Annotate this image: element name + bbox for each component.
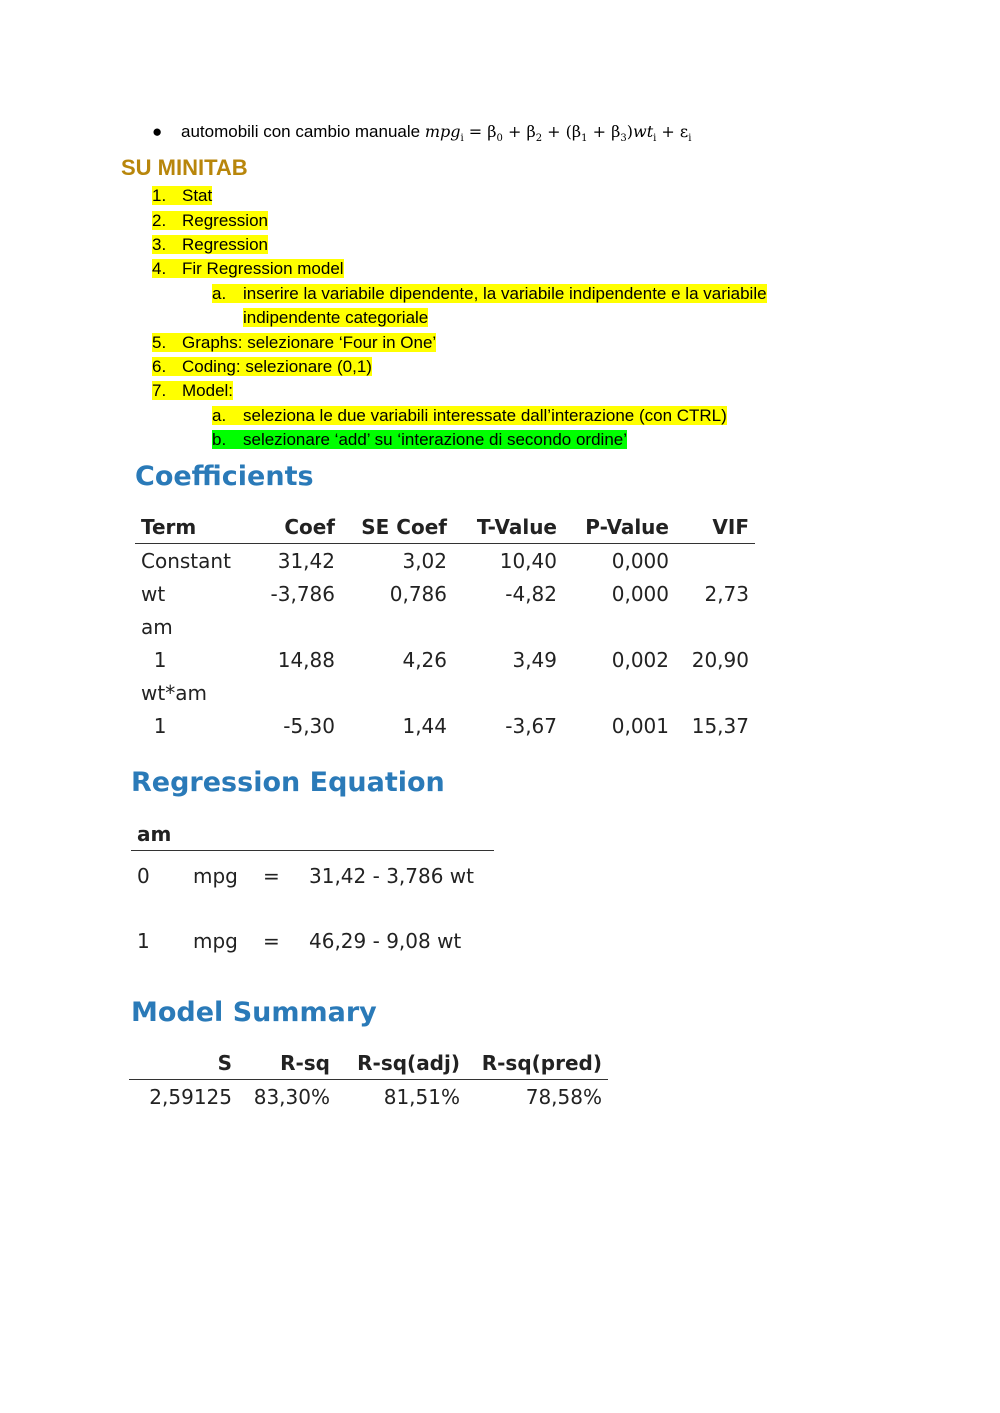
model-formula: $mpg_i = \beta_0 + \beta_2 + (\beta_1 + \beta_3)wt_i + \varepsilon_i$ bbox=[424, 122, 692, 145]
table-cell: 1,44 bbox=[402, 713, 447, 738]
table-cell: = bbox=[263, 928, 280, 953]
column-header: R-sq bbox=[232, 1051, 330, 1080]
table-cell: 0,000 bbox=[611, 548, 669, 573]
table-cell: wt bbox=[141, 581, 166, 606]
table-row bbox=[135, 676, 755, 709]
table-cell bbox=[557, 676, 669, 709]
table-cell: 2,73 bbox=[704, 581, 749, 606]
coefficients-title: Coefficients bbox=[135, 461, 314, 492]
summary-table bbox=[129, 1051, 608, 1113]
table-cell bbox=[245, 610, 335, 643]
table-row bbox=[135, 577, 755, 610]
table-cell: 10,40 bbox=[499, 548, 557, 573]
step-item: 2. Regression bbox=[152, 211, 268, 230]
table-cell: = bbox=[263, 863, 280, 888]
table-cell: 31,42 - 3,786 wt bbox=[309, 863, 474, 888]
table-cell bbox=[669, 544, 755, 578]
table-cell bbox=[669, 676, 755, 709]
table-cell: 20,90 bbox=[691, 647, 749, 672]
step-item: 1. Stat bbox=[152, 186, 213, 205]
column-header: T-Value bbox=[447, 515, 557, 544]
bullet-text: automobili con cambio manuale bbox=[181, 122, 421, 141]
table-cell bbox=[557, 610, 669, 643]
table-cell: 3,02 bbox=[402, 548, 447, 573]
table-row bbox=[131, 851, 494, 901]
table-row bbox=[131, 901, 494, 981]
step-item: 6. Coding: selezionare (0,1) bbox=[152, 357, 372, 376]
table-header-row bbox=[135, 515, 755, 544]
regression-table bbox=[131, 822, 494, 981]
step-subitem: a. seleziona le due variabili interessate dall’interazione (con CTRL) bbox=[212, 406, 727, 425]
table-cell: 83,30% bbox=[253, 1084, 330, 1109]
table-cell: am bbox=[141, 614, 173, 639]
regression-title: Regression Equation bbox=[131, 767, 445, 798]
table-cell: 0,000 bbox=[611, 581, 669, 606]
table-cell: Constant bbox=[141, 548, 231, 573]
table-cell: 2,59125 bbox=[149, 1084, 232, 1109]
table-cell: -3,786 bbox=[270, 581, 335, 606]
table-cell bbox=[447, 676, 557, 709]
step-item: 7. Model: bbox=[152, 381, 234, 400]
column-header: am bbox=[131, 822, 494, 851]
table-cell: 31,42 bbox=[277, 548, 335, 573]
step-item: 4. Fir Regression model bbox=[152, 259, 344, 278]
table-cell bbox=[245, 676, 335, 709]
table-cell: 78,58% bbox=[525, 1084, 602, 1109]
table-cell: 4,26 bbox=[402, 647, 447, 672]
table-cell: -4,82 bbox=[505, 581, 557, 606]
bullet-item bbox=[152, 122, 691, 144]
step-item: 5. Graphs: selezionare ‘Four in One’ bbox=[152, 333, 437, 352]
table-cell: 0 bbox=[137, 863, 150, 888]
summary-title: Model Summary bbox=[131, 997, 377, 1028]
table-header-row bbox=[129, 1051, 608, 1080]
table-header-row bbox=[131, 822, 494, 851]
column-header: SE Coef bbox=[335, 515, 447, 544]
table-cell bbox=[335, 610, 447, 643]
table-cell: mpg bbox=[193, 863, 238, 888]
step-item: 3. Regression bbox=[152, 235, 268, 254]
table-cell: -5,30 bbox=[283, 713, 335, 738]
table-row bbox=[135, 544, 755, 578]
table-cell: 14,88 bbox=[277, 647, 335, 672]
table-cell: 1 bbox=[141, 713, 167, 738]
table-cell: 46,29 - 9,08 wt bbox=[309, 928, 462, 953]
column-header: Coef bbox=[245, 515, 335, 544]
column-header: VIF bbox=[669, 515, 755, 544]
table-cell: wt*am bbox=[141, 680, 207, 705]
column-header: R-sq(adj) bbox=[330, 1051, 460, 1080]
column-header: Term bbox=[135, 515, 245, 544]
step-subitem: b. selezionare ‘add’ su ‘interazione di secondo ordine’ bbox=[212, 430, 628, 449]
table-cell: mpg bbox=[193, 928, 238, 953]
table-row bbox=[129, 1080, 608, 1114]
section-heading: SU MINITAB bbox=[121, 155, 248, 180]
table-cell: 3,49 bbox=[512, 647, 557, 672]
column-header: R-sq(pred) bbox=[460, 1051, 608, 1080]
table-cell: 0,002 bbox=[611, 647, 669, 672]
table-row bbox=[135, 709, 755, 742]
table-cell bbox=[669, 610, 755, 643]
table-cell: -3,67 bbox=[505, 713, 557, 738]
step-subitem-continuation: indipendente categoriale bbox=[243, 308, 429, 327]
table-cell: 81,51% bbox=[383, 1084, 460, 1109]
table-row bbox=[135, 643, 755, 676]
bullet-icon: ● bbox=[152, 122, 163, 141]
step-subitem: a. inserire la variabile dipendente, la variabile indipendente e la variabile bbox=[212, 284, 767, 303]
table-row bbox=[135, 610, 755, 643]
table-cell: 1 bbox=[137, 928, 150, 953]
column-header: P-Value bbox=[557, 515, 669, 544]
table-cell bbox=[447, 610, 557, 643]
table-cell: 1 bbox=[141, 647, 167, 672]
table-cell: 0,786 bbox=[389, 581, 447, 606]
column-header: S bbox=[129, 1051, 232, 1080]
coefficients-table bbox=[135, 515, 755, 742]
table-cell bbox=[335, 676, 447, 709]
table-cell: 0,001 bbox=[611, 713, 669, 738]
table-cell: 15,37 bbox=[691, 713, 749, 738]
